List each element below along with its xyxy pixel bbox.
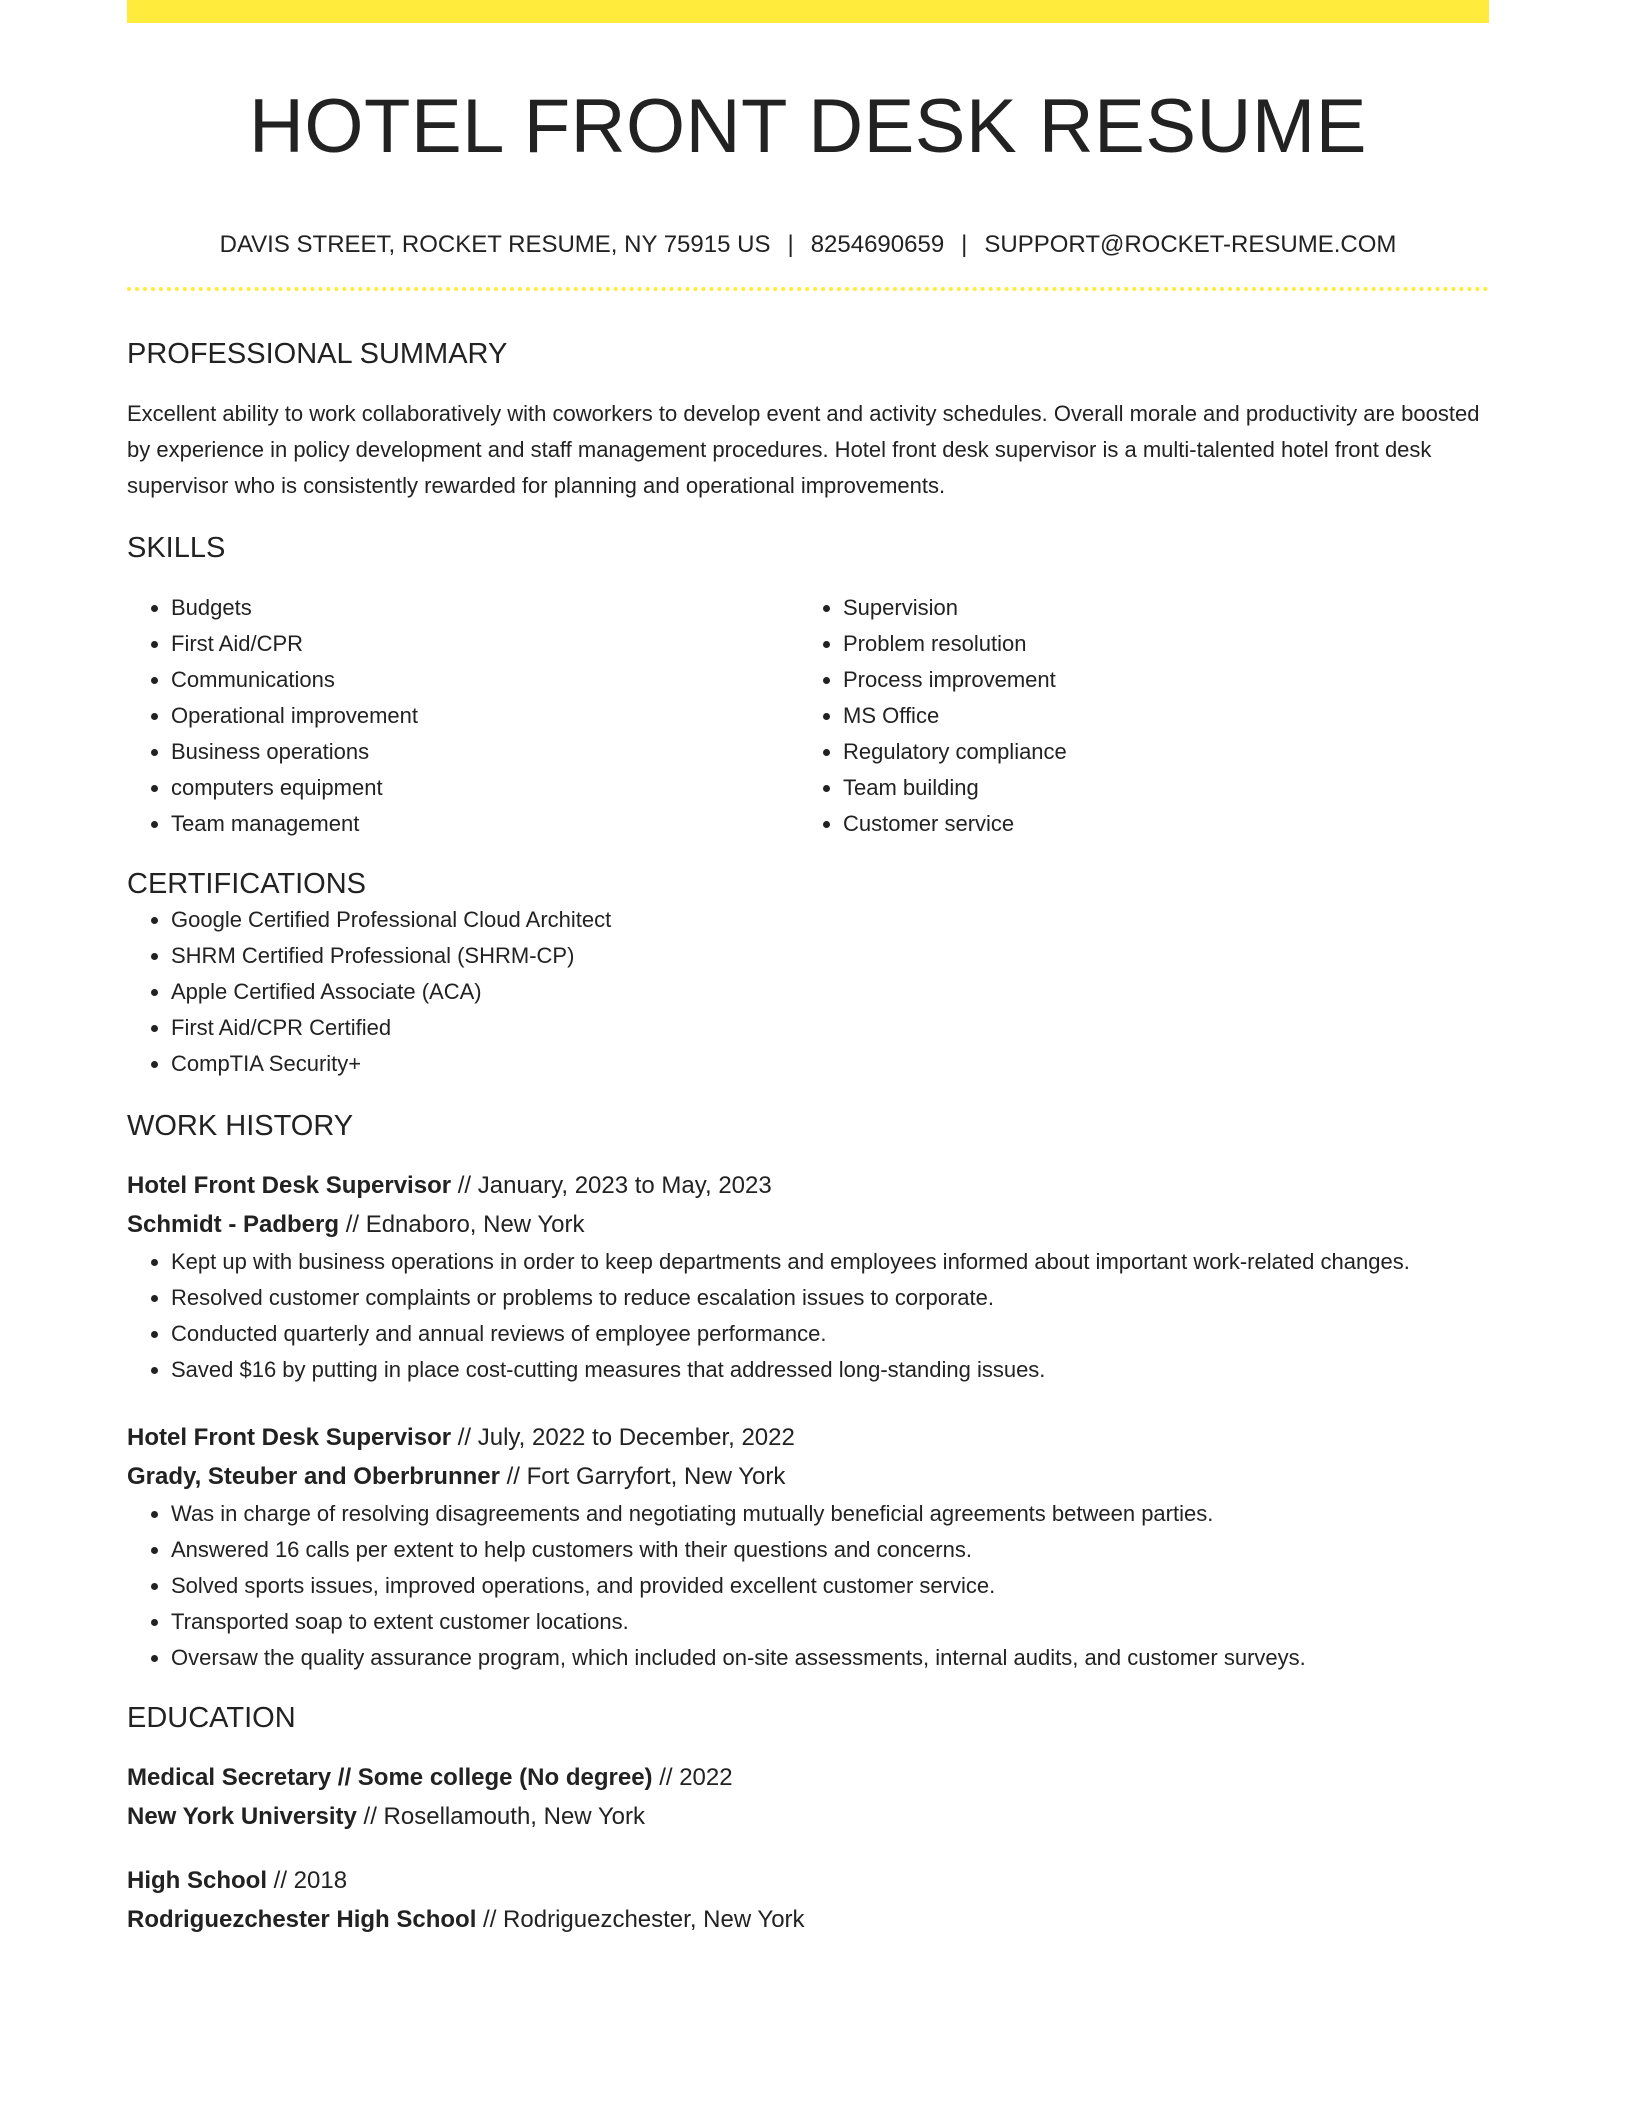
skills-list-right xyxy=(799,590,1471,842)
certification-item: • SHRM Certified Professional (SHRM-CP) xyxy=(171,938,1489,974)
education-degree-line: High School // 2018 xyxy=(127,1867,348,1894)
job-bullet: • Resolved customer complaints or problems to reduce escalation issues to corporate. xyxy=(171,1280,1489,1316)
skill-item: • Team management xyxy=(171,806,799,842)
summary-heading: PROFESSIONAL SUMMARY xyxy=(127,338,508,370)
job-bullet: • Answered 16 calls per extent to help customers with their questions and concerns. xyxy=(171,1532,1489,1568)
job-company-line: Grady, Steuber and Oberbrunner // Fort Garryfort, New York xyxy=(127,1463,786,1490)
skills-grid xyxy=(127,590,1489,842)
job-bullet: • Kept up with business operations in order to keep departments and employees informed about important work-related changes. xyxy=(171,1244,1489,1280)
skill-item: • Budgets xyxy=(171,590,799,626)
contact-line xyxy=(127,229,1489,261)
job-bullet: • Was in charge of resolving disagreements and negotiating mutually beneficial agreements between parties. xyxy=(171,1496,1489,1532)
job-entry xyxy=(127,1418,1489,1676)
job-bullet: • Transported soap to extent customer locations. xyxy=(171,1604,1489,1640)
education-school-line: Rodriguezchester High School // Rodriguezchester, New York xyxy=(127,1906,805,1933)
skill-item: • Operational improvement xyxy=(171,698,799,734)
education-school: Rodriguezchester High School xyxy=(127,1906,477,1933)
resume-page xyxy=(127,0,1489,1939)
skills-heading: SKILLS xyxy=(127,532,226,564)
contact-separator: | xyxy=(787,231,794,258)
skills-list-left xyxy=(127,590,799,842)
job-bullet: • Conducted quarterly and annual reviews of employee performance. xyxy=(171,1316,1489,1352)
skill-item: • Customer service xyxy=(843,806,1471,842)
job-company: Schmidt - Padberg xyxy=(127,1211,340,1238)
education-degree: High School xyxy=(127,1867,267,1894)
education-entry xyxy=(127,1861,1489,1939)
skills-column-right xyxy=(799,590,1471,842)
job-bullets xyxy=(127,1244,1489,1388)
skill-item: • Regulatory compliance xyxy=(843,734,1471,770)
job-bullets xyxy=(127,1496,1489,1676)
certification-item: • Apple Certified Associate (ACA) xyxy=(171,974,1489,1010)
job-location: Fort Garryfort, New York xyxy=(526,1463,786,1490)
education-year: 2018 xyxy=(293,1867,348,1894)
skill-item: • Business operations xyxy=(171,734,799,770)
top-accent-bar xyxy=(127,0,1489,23)
certifications-list xyxy=(127,902,1489,1082)
skill-item: • Communications xyxy=(171,662,799,698)
skill-item: • computers equipment xyxy=(171,770,799,806)
education-heading: EDUCATION xyxy=(127,1702,296,1734)
job-location: Ednaboro, New York xyxy=(365,1211,585,1238)
contact-email: SUPPORT@ROCKET-RESUME.COM xyxy=(984,231,1397,258)
skill-item: • Problem resolution xyxy=(843,626,1471,662)
certification-item: • CompTIA Security+ xyxy=(171,1046,1489,1082)
work-history-heading: WORK HISTORY xyxy=(127,1110,354,1142)
certification-item: • Google Certified Professional Cloud Architect xyxy=(171,902,1489,938)
education-year: 2022 xyxy=(679,1764,733,1791)
job-entry xyxy=(127,1166,1489,1388)
education-school: New York University xyxy=(127,1803,357,1830)
education-degree-line: Medical Secretary // Some college (No degree) // 2022 xyxy=(127,1764,733,1791)
job-bullet: • Solved sports issues, improved operations, and provided excellent customer service. xyxy=(171,1568,1489,1604)
skills-column-left xyxy=(127,590,799,842)
header-divider xyxy=(127,287,1489,291)
job-company-line: Schmidt - Padberg // Ednaboro, New York xyxy=(127,1211,585,1238)
job-company: Grady, Steuber and Oberbrunner xyxy=(127,1463,500,1490)
resume-title: HOTEL FRONT DESK RESUME xyxy=(249,84,1367,169)
job-bullet: • Saved $16 by putting in place cost-cutting measures that addressed long-standing issues. xyxy=(171,1352,1489,1388)
job-title: Hotel Front Desk Supervisor xyxy=(127,1172,452,1199)
skill-item: • Supervision xyxy=(843,590,1471,626)
education-location: Rosellamouth, New York xyxy=(383,1803,646,1830)
contact-separator: | xyxy=(961,231,968,258)
skill-item: • Process improvement xyxy=(843,662,1471,698)
certifications-heading: CERTIFICATIONS xyxy=(127,868,366,900)
job-dates: July, 2022 to December, 2022 xyxy=(477,1424,795,1451)
job-bullet: • Oversaw the quality assurance program, which included on-site assessments, internal audits, and customer surveys. xyxy=(171,1640,1489,1676)
job-title-line: Hotel Front Desk Supervisor // July, 2022 to December, 2022 xyxy=(127,1424,795,1451)
certification-item: • First Aid/CPR Certified xyxy=(171,1010,1489,1046)
skill-item: • First Aid/CPR xyxy=(171,626,799,662)
job-dates: January, 2023 to May, 2023 xyxy=(477,1172,772,1199)
education-location: Rodriguezchester, New York xyxy=(503,1906,805,1933)
job-title: Hotel Front Desk Supervisor xyxy=(127,1424,452,1451)
skill-item: • Team building xyxy=(843,770,1471,806)
contact-phone: 8254690659 xyxy=(810,231,945,258)
skill-item: • MS Office xyxy=(843,698,1471,734)
education-degree: Medical Secretary // Some college (No degree) xyxy=(127,1764,653,1791)
contact-address: DAVIS STREET, ROCKET RESUME, NY 75915 US xyxy=(219,231,771,258)
education-entry xyxy=(127,1758,1489,1836)
education-school-line: New York University // Rosellamouth, New York xyxy=(127,1803,646,1830)
summary-text: Excellent ability to work collaboratively with coworkers to develop event and activity schedules. Overall morale and productivity are boosted by experience in policy development and staff management procedures. Hotel front desk supervisor is a multi-talented hotel front desk supervisor who is consistently rewarded for planning and operational improvements. xyxy=(127,401,1480,498)
job-title-line: Hotel Front Desk Supervisor // January, 2023 to May, 2023 xyxy=(127,1172,772,1199)
